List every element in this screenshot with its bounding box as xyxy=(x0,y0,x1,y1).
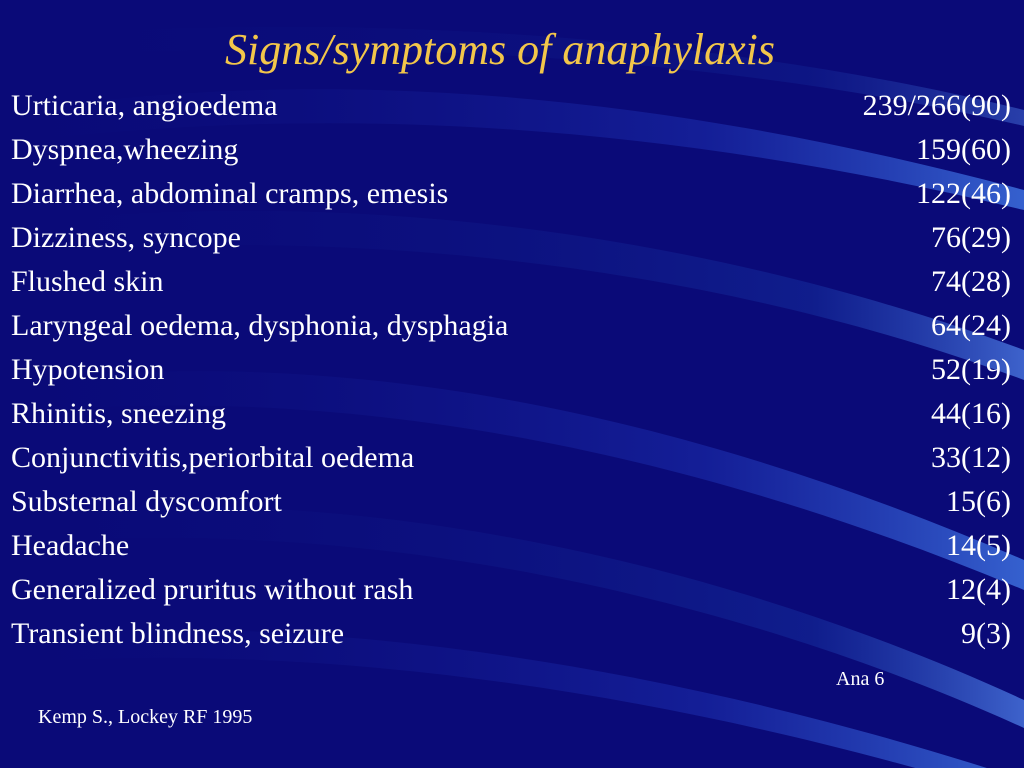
symptom-value: 159(60) xyxy=(916,133,1011,166)
symptom-label: Conjunctivitis,periorbital oedema xyxy=(11,441,415,474)
slide-number-label: Ana 6 xyxy=(836,668,885,690)
symptom-row xyxy=(11,348,1011,392)
symptom-row xyxy=(11,84,1011,128)
symptom-value: 239/266(90) xyxy=(862,89,1011,122)
symptom-value: 74(28) xyxy=(931,265,1011,298)
symptom-value: 76(29) xyxy=(931,221,1011,254)
symptom-row xyxy=(11,260,1011,304)
symptom-row xyxy=(11,304,1011,348)
symptom-row xyxy=(11,612,1011,656)
symptom-row xyxy=(11,436,1011,480)
symptom-list xyxy=(11,84,1011,656)
symptom-label: Dyspnea,wheezing xyxy=(11,133,239,166)
symptom-label: Urticaria, angioedema xyxy=(11,89,278,122)
symptom-row xyxy=(11,392,1011,436)
symptom-value: 122(46) xyxy=(916,177,1011,210)
symptom-value: 9(3) xyxy=(961,617,1011,650)
citation: Kemp S., Lockey RF 1995 xyxy=(38,706,253,728)
symptom-value: 14(5) xyxy=(946,529,1011,562)
symptom-row xyxy=(11,568,1011,612)
symptom-row xyxy=(11,524,1011,568)
symptom-label: Hypotension xyxy=(11,353,165,386)
symptom-row xyxy=(11,216,1011,260)
symptom-label: Diarrhea, abdominal cramps, emesis xyxy=(11,177,449,210)
symptom-row xyxy=(11,128,1011,172)
symptom-label: Flushed skin xyxy=(11,265,164,298)
symptom-label: Laryngeal oedema, dysphonia, dysphagia xyxy=(11,309,509,342)
symptom-value: 44(16) xyxy=(931,397,1011,430)
slide-title: Signs/symptoms of anaphylaxis xyxy=(225,25,775,74)
symptom-value: 64(24) xyxy=(931,309,1011,342)
symptom-label: Transient blindness, seizure xyxy=(11,617,345,650)
symptom-label: Generalized pruritus without rash xyxy=(11,573,414,606)
symptom-value: 33(12) xyxy=(931,441,1011,474)
symptom-label: Rhinitis, sneezing xyxy=(11,397,226,430)
symptom-value: 15(6) xyxy=(946,485,1011,518)
symptom-row xyxy=(11,172,1011,216)
symptom-label: Headache xyxy=(11,529,130,562)
symptom-value: 52(19) xyxy=(931,353,1011,386)
symptom-label: Substernal dyscomfort xyxy=(11,485,282,518)
symptom-value: 12(4) xyxy=(946,573,1011,606)
symptom-row xyxy=(11,480,1011,524)
symptom-label: Dizziness, syncope xyxy=(11,221,241,254)
